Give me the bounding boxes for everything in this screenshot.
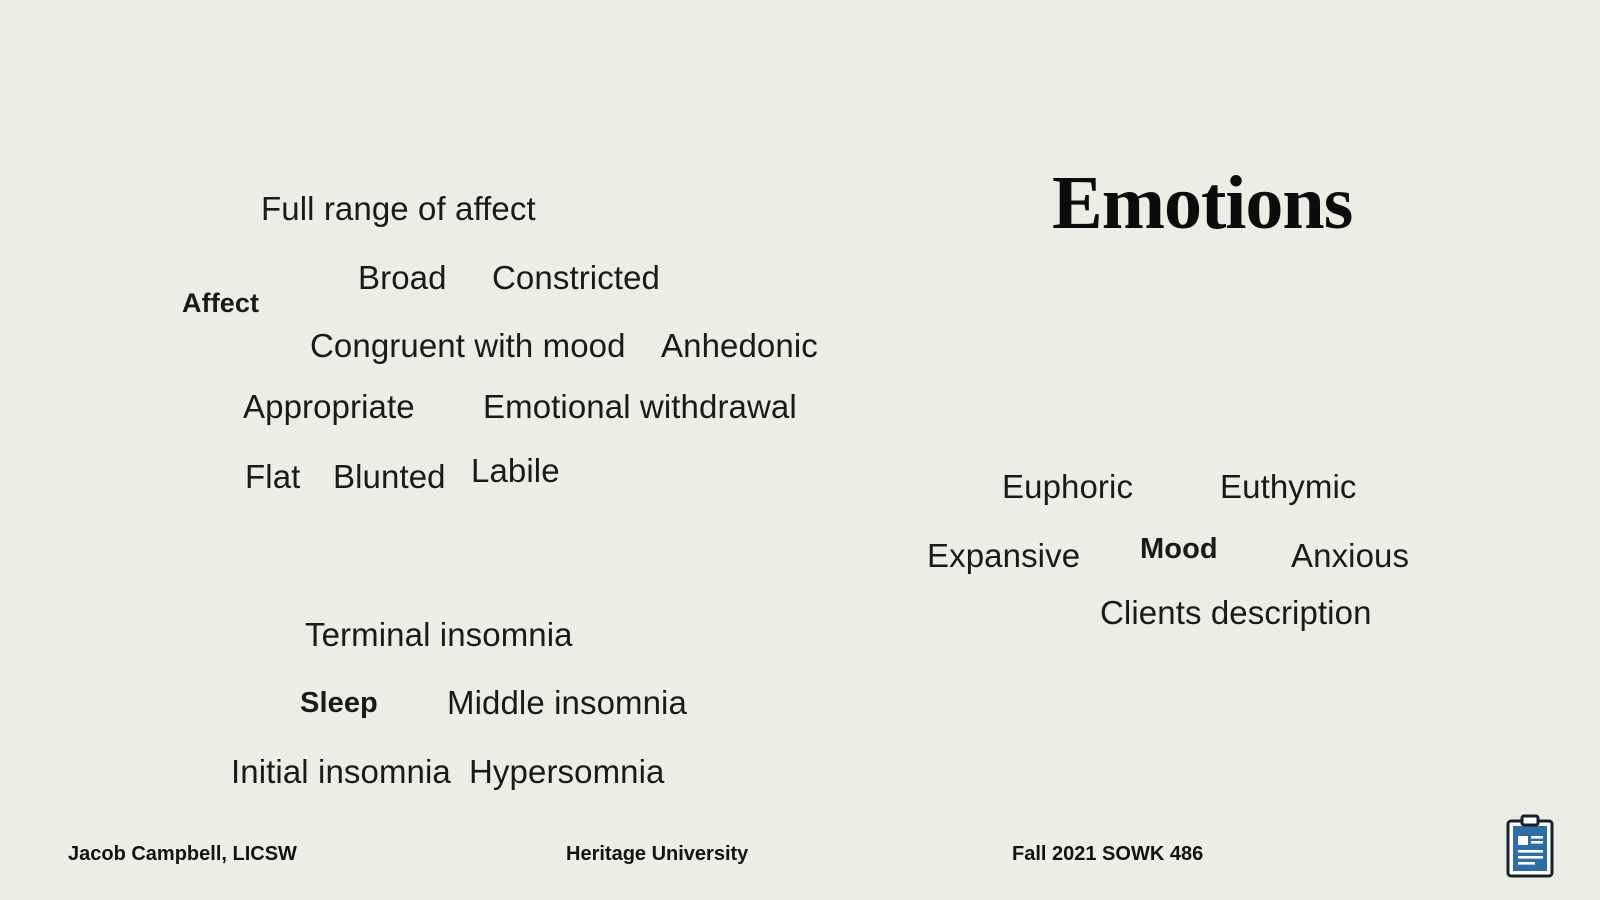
page-title: Emotions: [1052, 161, 1353, 245]
clipboard-icon[interactable]: [1504, 814, 1556, 878]
term-congruent-with-mood: Congruent with mood: [310, 327, 626, 364]
term-flat: Flat: [245, 458, 301, 495]
term-appropriate: Appropriate: [243, 388, 415, 425]
term-middle-insomnia: Middle insomnia: [447, 684, 687, 721]
term-emotional-withdrawal: Emotional withdrawal: [483, 388, 797, 425]
group-label-sleep: Sleep: [300, 687, 378, 719]
term-euphoric: Euphoric: [1002, 468, 1134, 505]
footer-author: Jacob Campbell, LICSW: [68, 843, 297, 865]
term-euthymic: Euthymic: [1220, 468, 1357, 505]
term-terminal-insomnia: Terminal insomnia: [305, 616, 573, 653]
term-clients-description: Clients description: [1100, 594, 1372, 631]
term-anxious: Anxious: [1291, 537, 1410, 574]
footer-course: Fall 2021 SOWK 486: [1012, 843, 1204, 865]
term-hypersomnia: Hypersomnia: [469, 753, 665, 790]
group-label-affect: Affect: [182, 288, 260, 318]
term-constricted: Constricted: [492, 259, 661, 296]
term-broad: Broad: [358, 259, 447, 296]
term-labile: Labile: [471, 452, 560, 489]
term-blunted: Blunted: [333, 458, 446, 495]
term-expansive: Expansive: [927, 537, 1081, 574]
term-full-range-of-affect: Full range of affect: [261, 190, 536, 227]
footer-organization: Heritage University: [566, 843, 749, 865]
group-label-mood: Mood: [1140, 533, 1218, 565]
term-initial-insomnia: Initial insomnia: [231, 753, 451, 790]
term-anhedonic: Anhedonic: [661, 327, 818, 364]
